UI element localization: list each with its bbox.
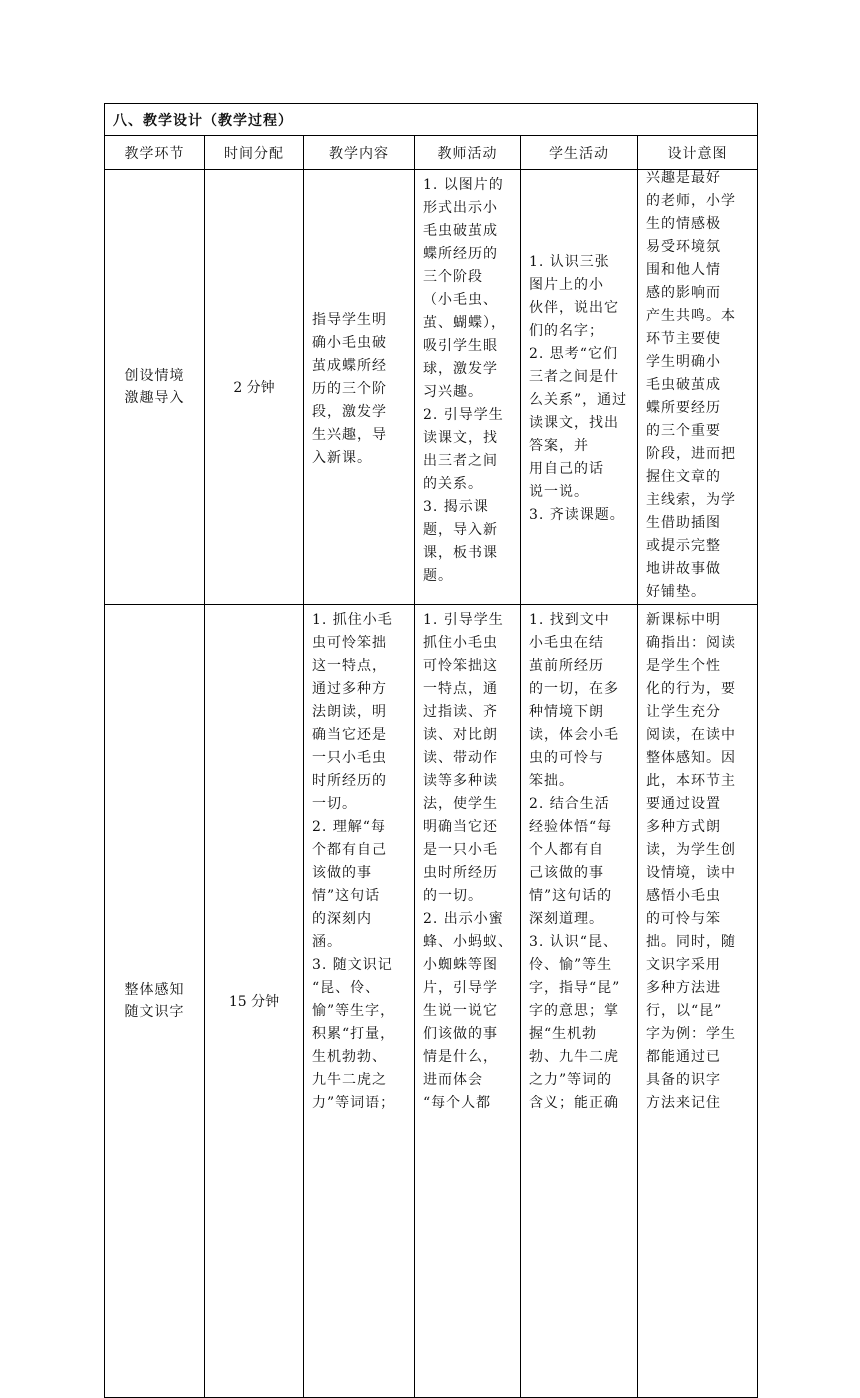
text-line: 地讲故事做	[646, 561, 721, 577]
text-line: 出三者之间	[423, 453, 498, 469]
text-line: 是一只小毛	[423, 842, 498, 858]
text-line: 过指读、齐	[423, 704, 498, 720]
text-line: 读，为学生创	[646, 842, 736, 858]
text-line: 生机勃勃、	[312, 1049, 387, 1065]
text-line: 兴趣是最好	[646, 170, 721, 186]
text-line: 多种方式朗	[646, 819, 721, 835]
student-text	[521, 605, 637, 1115]
text-line: 形式出示小	[423, 200, 498, 216]
text-line: 茧、蝴蝶），	[423, 315, 506, 331]
text-line: 2. 思考“它们	[529, 346, 618, 362]
text-line: 题，导入新	[423, 522, 498, 538]
text-line: 1. 抓住小毛	[312, 612, 393, 628]
teacher-cell	[415, 605, 521, 1398]
text-line: 1. 引导学生	[423, 612, 504, 628]
text-line: 小蜘蛛等图	[423, 957, 498, 973]
header-student: 学生活动	[521, 136, 638, 170]
text-line: 说一说。	[529, 484, 589, 500]
text-line: 九牛二虎之	[312, 1072, 387, 1088]
text-line: 伶、愉”等生	[529, 957, 613, 973]
text-line: 生借助插图	[646, 515, 721, 531]
text-line: “每个人都	[423, 1095, 492, 1111]
text-line: 抓住小毛虫	[423, 635, 498, 651]
text-line: 力”等词语；	[312, 1095, 396, 1111]
text-line: 确当它还是	[312, 727, 387, 743]
text-line: 明确当它还	[423, 819, 498, 835]
text-line: 之力”等词的	[529, 1072, 613, 1088]
text-line: 读、带动作	[423, 750, 498, 766]
text-line: 或提示完整	[646, 538, 721, 554]
table-row	[105, 170, 758, 605]
text-line: 握住文章的	[646, 469, 721, 485]
text-line: 笨拙。	[529, 773, 574, 789]
text-line: 整体感知。因	[646, 750, 736, 766]
content-cell	[304, 170, 415, 605]
time-cell: 15 分钟	[205, 605, 304, 1398]
text-line: 勃、九牛二虎	[529, 1049, 619, 1065]
text-line: 情”这句话	[312, 888, 381, 904]
text-line: 1. 找到文中	[529, 612, 610, 628]
text-line: 读等多种读	[423, 773, 498, 789]
teacher-text	[415, 170, 520, 588]
text-line: 的关系。	[423, 476, 483, 492]
text-line: 方法来记住	[646, 1095, 721, 1111]
text-line: 们该做的事	[423, 1026, 498, 1042]
text-line: 的三个重要	[646, 423, 721, 439]
text-line: 蜂、小蚂蚁、	[423, 934, 513, 950]
text-line: 课，板书课	[423, 545, 498, 561]
text-line: 主线索，为学	[646, 492, 736, 508]
text-line: 围和他人情	[646, 262, 721, 278]
text-line: 涵。	[312, 934, 342, 950]
text-line: 种情境下朗	[529, 704, 604, 720]
intent-text	[638, 605, 757, 1115]
text-line: 时所经历的	[312, 773, 387, 789]
teacher-text	[415, 605, 520, 1115]
text-line: 字为例：学生	[646, 1026, 736, 1042]
text-line: 蝶所要经历	[646, 400, 721, 416]
stage-cell	[105, 170, 205, 605]
stage-line: 随文识字	[124, 1004, 185, 1020]
text-line: 多种方法进	[646, 980, 721, 996]
text-line: 指导学生明	[312, 311, 387, 328]
text-line: 习兴趣。	[423, 384, 483, 400]
text-line: 可怜笨拙这	[423, 658, 498, 674]
text-line: 的一切，在多	[529, 681, 619, 697]
text-line: 读，体会小毛	[529, 727, 619, 743]
text-line: 己该做的事	[529, 865, 604, 881]
text-line: 的老师，小学	[646, 193, 736, 209]
text-line: 伙伴，说出它	[529, 300, 619, 316]
text-line: 虫时所经历	[423, 865, 498, 881]
text-line: 答案，并	[529, 438, 589, 454]
text-line: 一切。	[312, 796, 357, 812]
time-cell: 2 分钟	[205, 170, 304, 605]
text-line: “昆、伶、	[312, 980, 381, 996]
text-line: 新课标中明	[646, 612, 721, 628]
header-intent: 设计意图	[638, 136, 758, 170]
text-line: 文识字采用	[646, 957, 721, 973]
stage-line: 创设情境	[124, 368, 185, 384]
text-line: 行，以“昆”	[646, 1003, 723, 1019]
text-line: 毛虫破茧成	[423, 223, 498, 239]
text-line: 个都有自己	[312, 842, 387, 858]
teaching-design-table	[104, 103, 758, 1398]
text-line: 这一特点，	[312, 658, 387, 674]
teacher-cell	[415, 170, 521, 605]
text-line: 球，激发学	[423, 361, 498, 377]
text-line: 们的名字；	[529, 323, 604, 339]
intent-cell	[638, 605, 758, 1398]
text-line: 三者之间是什	[529, 369, 619, 385]
stage-cell	[105, 605, 205, 1398]
intent-text	[638, 167, 757, 604]
text-line: 深刻道理。	[529, 911, 604, 927]
text-line: 都能通过已	[646, 1049, 721, 1065]
text-line: 3. 揭示课	[423, 499, 489, 515]
text-line: 确小毛虫破	[312, 334, 387, 351]
text-line: 茧成蝶所经	[312, 357, 387, 374]
student-text	[521, 247, 637, 527]
text-line: 2. 引导学生	[423, 407, 504, 423]
text-line: 此，本环节主	[646, 773, 736, 789]
text-line: 感悟小毛虫	[646, 888, 721, 904]
text-line: 入新课。	[312, 449, 372, 466]
text-line: 含义；能正确	[529, 1095, 619, 1111]
student-cell	[521, 170, 638, 605]
text-line: 生兴趣，导	[312, 426, 387, 443]
text-line: 一只小毛虫	[312, 750, 387, 766]
text-line: 读课文，找出	[529, 415, 619, 431]
text-line: 3. 随文识记	[312, 957, 393, 973]
text-line: 生的情感极	[646, 216, 721, 232]
text-line: 法，使学生	[423, 796, 498, 812]
text-line: 感的影响而	[646, 285, 721, 301]
text-line: 确指出：阅读	[646, 635, 736, 651]
text-line: 读课文，找	[423, 430, 498, 446]
header-stage: 教学环节	[105, 136, 205, 170]
text-line: 3. 认识“昆、	[529, 934, 618, 950]
text-line: 小毛虫在结	[529, 635, 604, 651]
text-line: 设情境，读中	[646, 865, 736, 881]
text-line: 具备的识字	[646, 1072, 721, 1088]
content-text	[304, 605, 414, 1115]
text-line: 情是什么，	[423, 1049, 498, 1065]
text-line: 2. 结合生活	[529, 796, 610, 812]
text-line: 1. 认识三张	[529, 254, 610, 270]
text-line: 拙。同时，随	[646, 934, 736, 950]
content-text	[304, 305, 414, 470]
text-line: 阅读，在读中	[646, 727, 736, 743]
text-line: 好铺垫。	[646, 584, 706, 600]
text-line: 虫的可怜与	[529, 750, 604, 766]
header-teacher: 教师活动	[415, 136, 521, 170]
table-header-row	[105, 136, 758, 170]
text-line: 片，引导学	[423, 980, 498, 996]
text-line: 法朗读，明	[312, 704, 387, 720]
text-line: 该做的事	[312, 865, 372, 881]
text-line: 化的行为，要	[646, 681, 736, 697]
text-line: 环节主要使	[646, 331, 721, 347]
text-line: 历的三个阶	[312, 380, 387, 397]
text-line: 积累“打量，	[312, 1026, 396, 1042]
text-line: 的深刻内	[312, 911, 372, 927]
text-line: 蝶所经历的	[423, 246, 498, 262]
text-line: 阶段，进而把	[646, 446, 736, 462]
text-line: 用自己的话	[529, 461, 604, 477]
text-line: 毛虫破茧成	[646, 377, 721, 393]
text-line: 进而体会	[423, 1072, 483, 1088]
text-line: 的一切。	[423, 888, 483, 904]
text-line: 三个阶段	[423, 269, 483, 285]
content-cell	[304, 605, 415, 1398]
text-line: 一特点，通	[423, 681, 498, 697]
table-row	[105, 605, 758, 1398]
header-time: 时间分配	[205, 136, 304, 170]
text-line: 段，激发学	[312, 403, 387, 420]
text-line: 让学生充分	[646, 704, 721, 720]
text-line: 字，指导“昆”	[529, 980, 621, 996]
text-line: 学生明确小	[646, 354, 721, 370]
text-line: 1. 以图片的	[423, 177, 504, 193]
student-cell	[521, 605, 638, 1398]
text-line: 情”这句话的	[529, 888, 613, 904]
text-line: 读、对比朗	[423, 727, 498, 743]
text-line: 题。	[423, 568, 453, 584]
text-line: 字的意思；掌	[529, 1003, 619, 1019]
text-line: 么关系”，通过	[529, 392, 628, 408]
text-line: （小毛虫、	[423, 292, 498, 308]
text-line: 3. 齐读课题。	[529, 507, 625, 523]
text-line: 要通过设置	[646, 796, 721, 812]
text-line: 2. 理解“每	[312, 819, 386, 835]
text-line: 是学生个性	[646, 658, 721, 674]
intent-cell	[638, 170, 758, 605]
header-content: 教学内容	[304, 136, 415, 170]
stage-line: 激趣导入	[124, 390, 185, 406]
text-line: 虫可怜笨拙	[312, 635, 387, 651]
text-line: 产生共鸣。本	[646, 308, 736, 324]
text-line: 茧前所经历	[529, 658, 604, 674]
text-line: 个人都有自	[529, 842, 604, 858]
text-line: 经验体悟“每	[529, 819, 613, 835]
text-line: 吸引学生眼	[423, 338, 498, 354]
text-line: 通过多种方	[312, 681, 387, 697]
text-line: 愉”等生字，	[312, 1003, 396, 1019]
text-line: 生说一说它	[423, 1003, 498, 1019]
text-line: 易受环境氛	[646, 239, 721, 255]
text-line: 握“生机勃	[529, 1026, 598, 1042]
text-line: 2. 出示小蜜	[423, 911, 504, 927]
text-line: 图片上的小	[529, 277, 604, 293]
section-title: 八、教学设计（教学过程）	[105, 104, 758, 136]
stage-line: 整体感知	[124, 982, 185, 998]
text-line: 的可怜与笨	[646, 911, 721, 927]
